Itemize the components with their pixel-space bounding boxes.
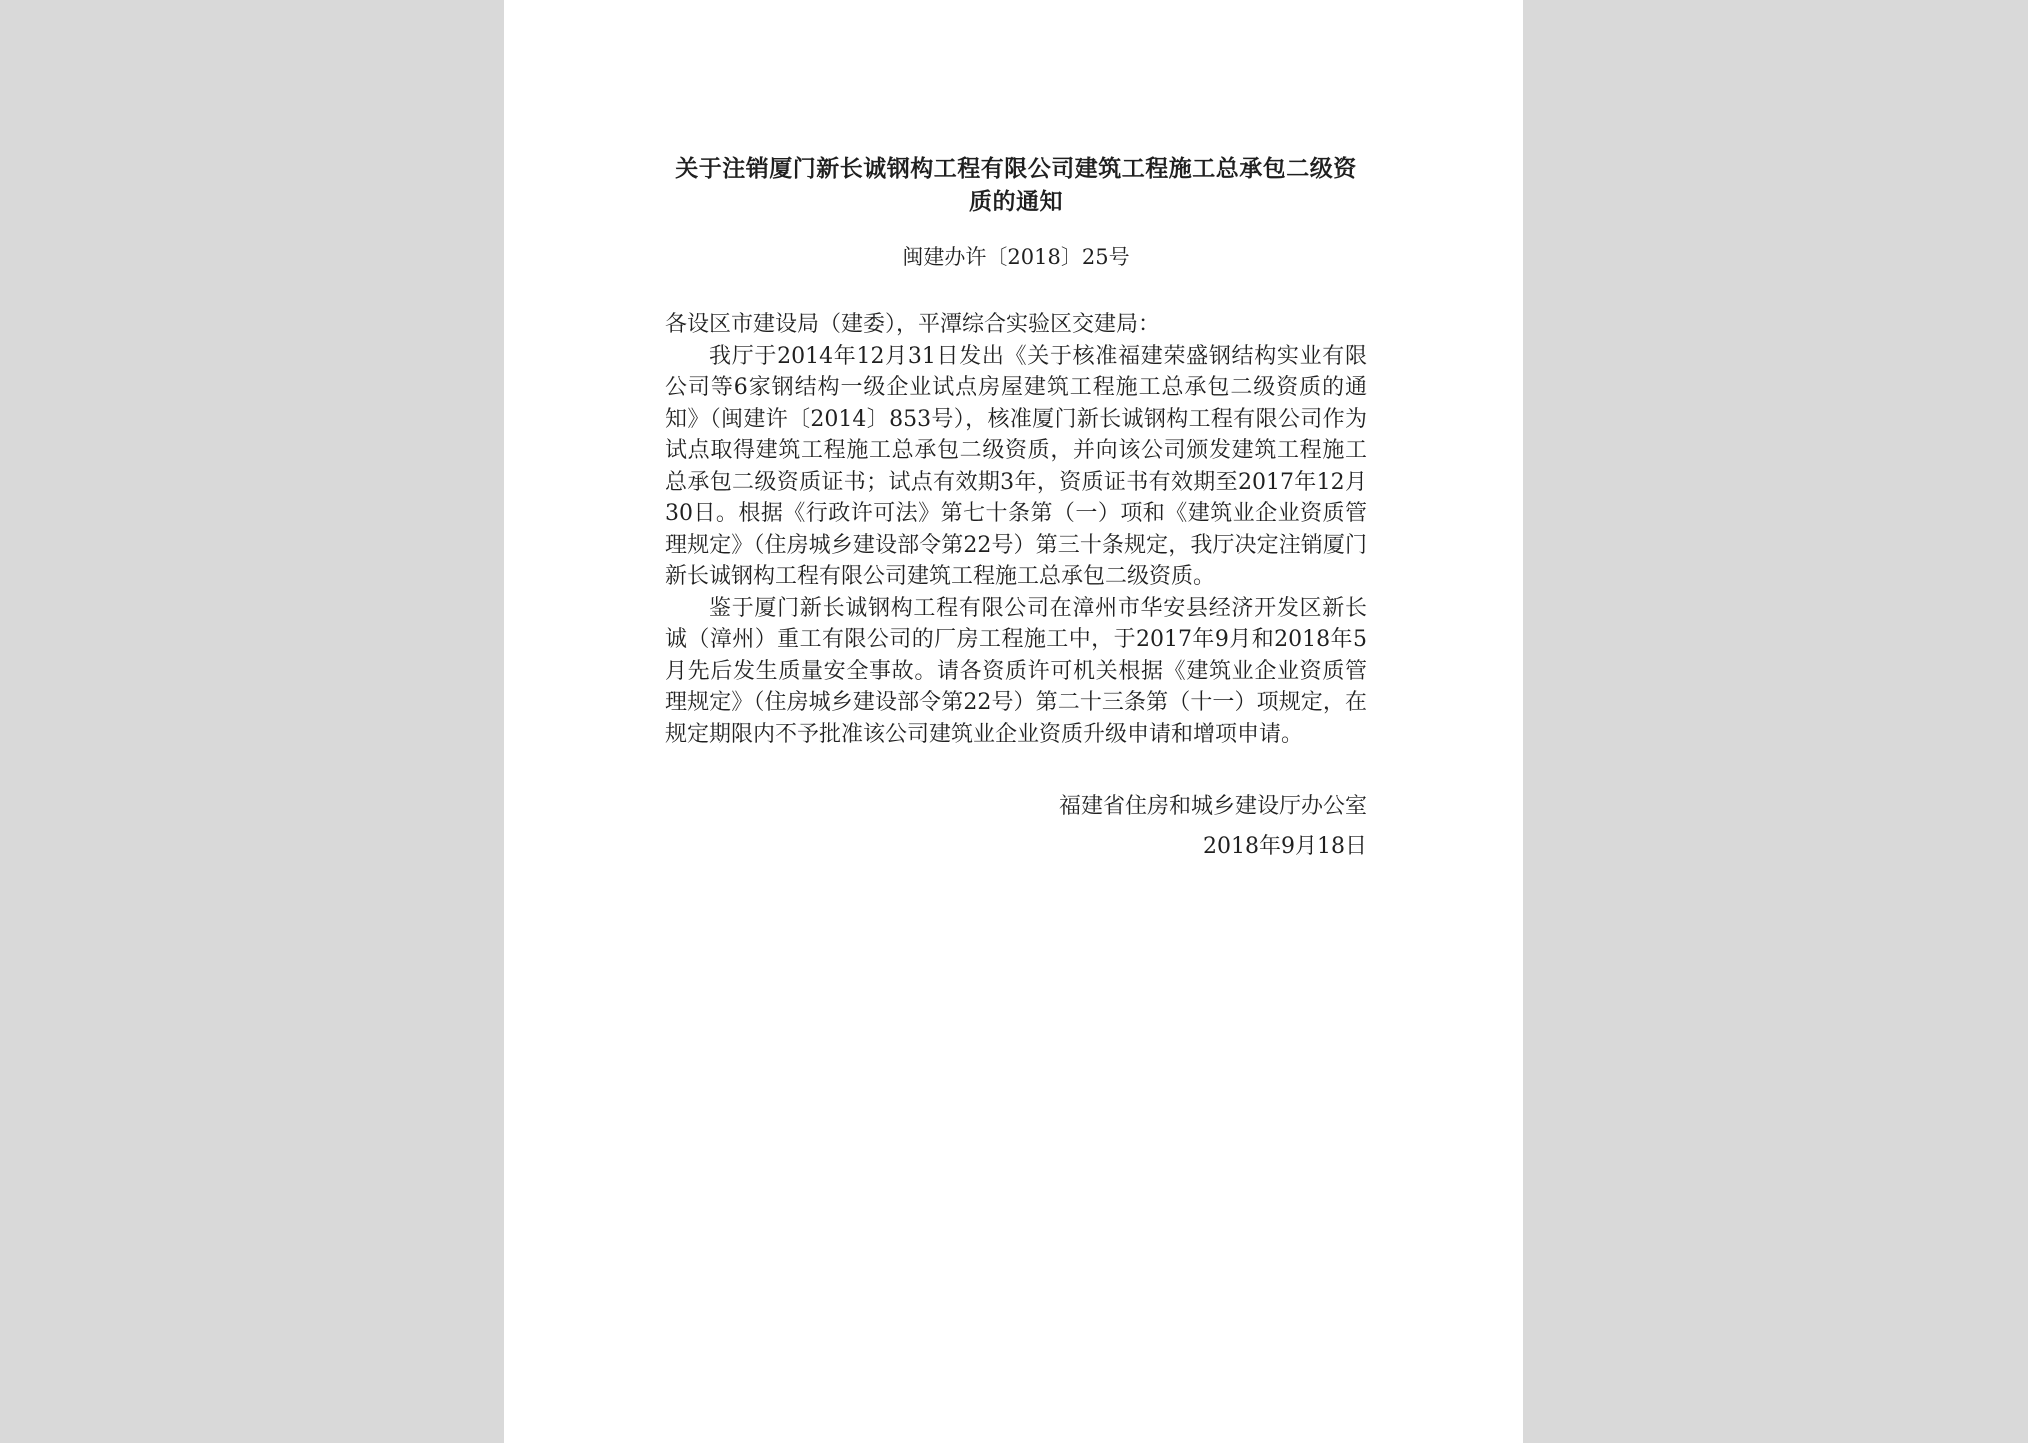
- body-paragraph-1: 我厅于2014年12月31日发出《关于核准福建荣盛钢结构实业有限公司等6家钢结构一级企业试点房屋建筑工程施工总承包二级资质的通知》（闽建许〔2014〕853号），核准厦门新长诚钢构工程有限公司作为试点取得建筑工程施工总承包二级资质，并向该公司颁发建筑工程施工总承包二级资质证书；试点有效期3年，资质证书有效期至2017年12月30日。根据《行政许可法》第七十条第（一）项和《建筑业企业资质管理规定》（住房城乡建设部令第22号）第三十条规定，我厅决定注销厦门新长诚钢构工程有限公司建筑工程施工总承包二级资质。: [665, 343, 1367, 589]
- document-content: [665, 152, 1367, 867]
- addressee: 各设区市建设局（建委），平潭综合实验区交建局：: [665, 312, 1161, 337]
- issuer: 福建省住房和城乡建设厅办公室: [1058, 794, 1367, 819]
- issue-date: 2018年9月18日: [1203, 834, 1367, 859]
- document-title: 关于注销厦门新长诚钢构工程有限公司建筑工程施工总承包二级资质的通知: [675, 155, 1357, 215]
- document-body: [665, 309, 1367, 750]
- signature-block: [665, 787, 1367, 867]
- document-number: 闽建办许〔2018〕25号: [902, 245, 1130, 269]
- document-page: [504, 0, 1523, 1443]
- body-paragraph-2: 鉴于厦门新长诚钢构工程有限公司在漳州市华安县经济开发区新长诚（漳州）重工有限公司的厂房工程施工中，于2017年9月和2018年5月先后发生质量安全事故。请各资质许可机关根据《建筑业企业资质管理规定》（住房城乡建设部令第22号）第二十三条第（十一）项规定，在规定期限内不予批准该公司建筑业企业资质升级申请和增项申请。: [665, 595, 1367, 747]
